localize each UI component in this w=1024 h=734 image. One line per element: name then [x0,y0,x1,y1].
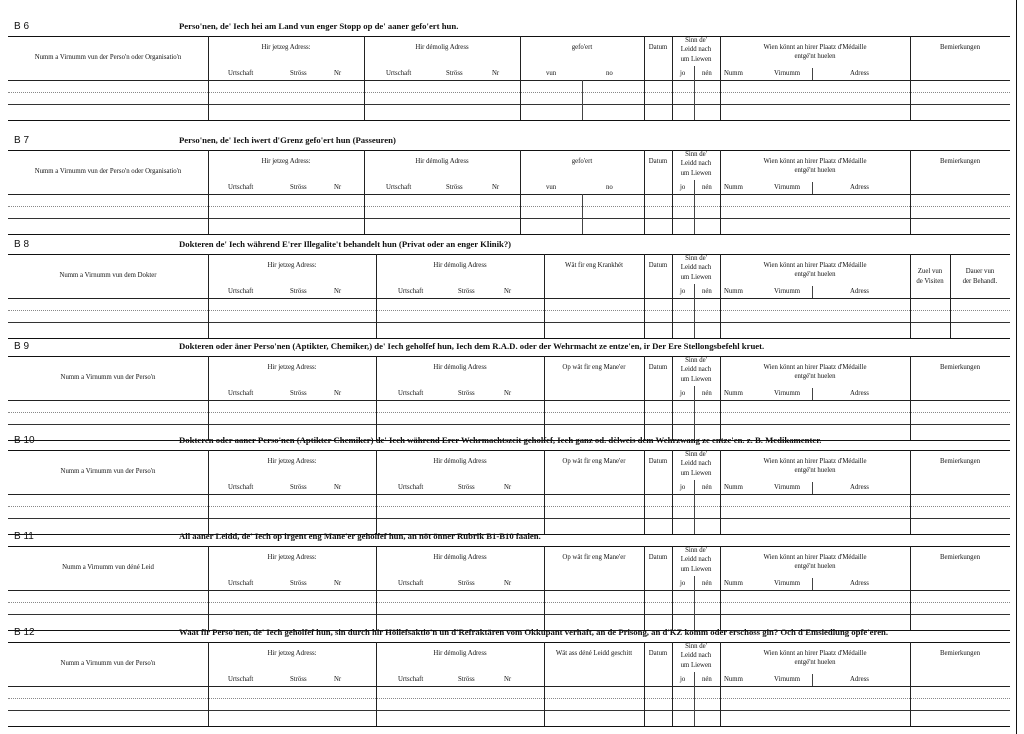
sub-urtschaft-label: Urtschaft [228,70,254,77]
sub-nr-label: Nr [334,70,342,77]
sub-nen-label: nén [702,580,712,587]
section-code: B 12 [14,627,35,638]
sub-vun-label: vun [546,70,557,77]
name-divider [812,286,813,298]
page-edge-line [1016,0,1017,734]
col-medal-line2: entgé'nt huelen [794,53,836,60]
col-visit-count-line1: Zuel vun [917,268,943,275]
sub-adress-label: Adress [850,70,869,77]
col-datum-label: Datum [648,364,668,371]
dotted-guide-line [8,310,1010,311]
sub-nr-label: Nr [504,484,512,491]
col-alive-line1: Sinn de' [685,643,707,650]
section-header-bar [8,22,1010,37]
col-former-address-label: Hir démolig Adress [433,458,487,465]
col-former-address-label: Hir démolig Adress [433,554,487,561]
sub-adress-label: Adress [850,288,869,295]
sub-stross-label: Ströss [290,288,307,295]
col-medal-line1: Wien könnt an hirer Plaatz d'Médaille [763,554,867,561]
name-divider [812,182,813,194]
sub-nr-label: Nr [334,676,342,683]
section-title: Dokteren de' Iech während E'rer Illegalite't behandelt hun (Privat oder an enger Klinik?) [179,239,512,249]
sub-urtschaft-label: Urtschaft [398,580,424,587]
jo-nen-divider [694,66,695,120]
col-former-address-label: Hir démolig Adress [433,262,487,269]
sub-stross-label: Ströss [446,70,463,77]
col-alive-line1: Sinn de' [685,151,707,158]
sub-nr-label: Nr [504,288,512,295]
sub-nen-label: nén [702,288,712,295]
jo-nen-divider [694,284,695,338]
col-name-label: Numm a Virnumm vun dem Dokter [59,272,157,279]
col-three-label: gefo'ert [571,158,593,165]
col-alive-line2: Leidd nach [680,160,712,167]
sub-urtschaft-label: Urtschaft [398,288,424,295]
sub-stross-label: Ströss [458,676,475,683]
col-medal-line1: Wien könnt an hirer Plaatz d'Médaille [763,458,867,465]
col-alive-line2: Leidd nach [680,264,712,271]
section-title: Dokteren oder äner Perso'nen (Aptikter, Chemiker,) de' Iech geholfef hun, Iech dem R.A.D. oder der Wehrmacht ze entze'en, ir Der Ere Stellongsbefehl kruet. [179,341,765,351]
section-code: B 7 [14,135,30,146]
jo-nen-divider [694,180,695,234]
col-alive-line2: Leidd nach [680,46,712,53]
col-alive-line1: Sinn de' [685,357,707,364]
name-divider [812,388,813,400]
sub-nr-label: Nr [504,676,512,683]
sub-numm-label: Numm [724,676,743,683]
sub-numm-label: Numm [724,580,743,587]
sub-numm-label: Numm [724,288,743,295]
col-remarks-label: Bemierkungen [939,364,980,371]
col-current-address-label: Hir jetzeg Adress: [267,650,317,657]
section-title: Dokteren oder aaner Perso'nen (Aptikter Chemiker) de' Iech während Erer Wehrmachtszeit geholfef, Iech ganz od. dèlweis dem Wehrzwang ze entze'en. z. B. Medikamenter. [179,435,822,445]
entry-row[interactable] [8,218,1010,235]
col-current-address-label: Hir jetzeg Adress: [267,364,317,371]
dotted-guide-line [8,602,1010,603]
col-datum-label: Datum [648,650,668,657]
sub-nen-label: nén [702,70,712,77]
col-datum-label: Datum [648,458,668,465]
jo-nen-divider [694,672,695,726]
sub-stross-label: Ströss [458,288,475,295]
sub-numm-label: Numm [724,70,743,77]
column-divider [582,80,583,120]
col-duration-line1: Dauer vun [965,268,995,275]
col-alive-line3: um Liewen [680,376,712,383]
sub-urtschaft-label: Urtschaft [398,676,424,683]
col-medal-line2: entgé'nt huelen [794,563,836,570]
section-header-bar [8,136,1010,151]
section-code: B 11 [14,531,34,542]
col-current-address-label: Hir jetzeg Adress: [261,44,311,51]
sub-urtschaft-label: Urtschaft [228,580,254,587]
column-divider [582,194,583,234]
sub-no-label: no [606,70,613,77]
section-b7 [8,136,1010,240]
col-former-address-label: Hir démolig Adress [415,44,469,51]
col-visit-count-line2: de Visiten [916,278,944,285]
sub-virnumm-label: Virnumm [774,70,801,77]
col-medal-line1: Wien könnt an hirer Plaatz d'Médaille [763,650,867,657]
col-current-address-label: Hir jetzeg Adress: [267,458,317,465]
sub-nr-label: Nr [492,184,500,191]
col-alive-line1: Sinn de' [685,547,707,554]
sub-urtschaft-label: Urtschaft [386,184,412,191]
entry-row[interactable] [8,104,1010,121]
col-medal-line2: entgé'nt huelen [794,271,836,278]
sub-urtschaft-label: Urtschaft [228,184,254,191]
sub-urtschaft-label: Urtschaft [228,484,254,491]
sub-stross-label: Ströss [458,390,475,397]
dotted-guide-line [8,92,1010,93]
sub-stross-label: Ströss [290,184,307,191]
sub-nen-label: nén [702,484,712,491]
sub-stross-label: Ströss [446,184,463,191]
col-three-label: Wät fir eng Krankhét [565,262,623,269]
sub-jo-label: jo [680,580,686,587]
col-name-label: Numm a Virnumm vun der Perso'n [60,374,156,381]
col-alive-line1: Sinn de' [685,255,707,262]
col-duration-line2: der Behandl. [962,278,998,285]
col-alive-line1: Sinn de' [685,37,707,44]
section-b8 [8,240,1010,344]
jo-nen-divider [694,480,695,534]
section-title: Perso'nen, de' Iech hei am Land vun enger Stopp op de' aaner gefo'ert hun. [179,21,459,31]
col-name-label: Numm a Virnumm vun der Perso'n oder Organisatio'n [34,54,182,61]
sub-stross-label: Ströss [290,580,307,587]
sub-adress-label: Adress [850,390,869,397]
jo-nen-divider [694,386,695,440]
sub-virnumm-label: Virnumm [774,184,801,191]
entry-row[interactable] [8,710,1010,727]
section-header-bar [8,240,1010,255]
col-datum-label: Datum [648,554,668,561]
name-divider [812,674,813,686]
sub-jo-label: jo [680,70,686,77]
sub-nr-label: Nr [334,580,342,587]
col-former-address-label: Hir démolig Adress [433,364,487,371]
col-alive-line2: Leidd nach [680,556,712,563]
section-code: B 9 [14,341,30,352]
section-b10 [8,436,1010,540]
sub-virnumm-label: Virnumm [774,484,801,491]
sub-nr-label: Nr [334,288,342,295]
col-alive-line3: um Liewen [680,566,712,573]
sub-no-label: no [606,184,613,191]
entry-row[interactable] [8,322,1010,339]
sub-urtschaft-label: Urtschaft [398,484,424,491]
section-header-bar [8,628,1010,643]
sub-stross-label: Ströss [458,484,475,491]
col-name-label: Numm a Virnumm vun déné Leid [62,564,154,571]
col-alive-line3: um Liewen [680,470,712,477]
section-code: B 8 [14,239,30,250]
section-title: All aaner Leidd, de' Iech op irgent eng Mane'er geholfef hun, an nöt önner Rubrik B1-B10 faalen. [179,531,541,541]
sub-virnumm-label: Virnumm [774,580,801,587]
sub-jo-label: jo [680,184,686,191]
sub-nr-label: Nr [334,484,342,491]
section-header-bar [8,532,1010,547]
sub-urtschaft-label: Urtschaft [228,288,254,295]
col-alive-line1: Sinn de' [685,451,707,458]
sub-nen-label: nén [702,184,712,191]
sub-nr-label: Nr [334,390,342,397]
col-alive-line3: um Liewen [680,56,712,63]
sub-jo-label: jo [680,390,686,397]
section-b11 [8,532,1010,636]
sub-nen-label: nén [702,390,712,397]
name-divider [812,68,813,80]
sub-urtschaft-label: Urtschaft [398,390,424,397]
col-former-address-label: Hir démolig Adress [415,158,469,165]
col-alive-line3: um Liewen [680,170,712,177]
col-alive-line2: Leidd nach [680,652,712,659]
col-alive-line3: um Liewen [680,274,712,281]
col-alive-line3: um Liewen [680,662,712,669]
sub-adress-label: Adress [850,580,869,587]
col-current-address-label: Hir jetzeg Adress: [267,554,317,561]
col-remarks-label: Bemierkungen [939,458,980,465]
col-datum-label: Datum [648,262,668,269]
col-medal-line1: Wien könnt an hirer Plaatz d'Médaille [763,158,867,165]
col-former-address-label: Hir démolig Adress [433,650,487,657]
sub-stross-label: Ströss [290,390,307,397]
name-divider [812,578,813,590]
col-three-label: Op wät fir eng Mane'er [562,364,626,371]
sub-vun-label: vun [546,184,557,191]
sub-jo-label: jo [680,676,686,683]
sub-urtschaft-label: Urtschaft [386,70,412,77]
col-name-label: Numm a Virnumm vun der Perso'n [60,660,156,667]
col-medal-line1: Wien könnt an hirer Plaatz d'Médaille [763,364,867,371]
sub-virnumm-label: Virnumm [774,390,801,397]
section-code: B 6 [14,21,30,32]
sub-nr-label: Nr [492,70,500,77]
col-current-address-label: Hir jetzeg Adress: [261,158,311,165]
section-b9 [8,342,1010,446]
col-medal-line2: entgé'nt huelen [794,659,836,666]
dotted-guide-line [8,698,1010,699]
col-three-label: Op wät fir eng Mane'er [562,554,626,561]
section-header-bar [8,436,1010,451]
sub-virnumm-label: Virnumm [774,676,801,683]
col-alive-line2: Leidd nach [680,460,712,467]
sub-urtschaft-label: Urtschaft [228,676,254,683]
sub-stross-label: Ströss [290,70,307,77]
sub-urtschaft-label: Urtschaft [228,390,254,397]
sub-nr-label: Nr [504,390,512,397]
col-three-label: Wät ass déné Leidd geschitt [555,650,633,657]
sub-adress-label: Adress [850,484,869,491]
col-medal-line2: entgé'nt huelen [794,167,836,174]
sub-nen-label: nén [702,676,712,683]
sub-numm-label: Numm [724,390,743,397]
col-name-label: Numm a Virnumm vun der Perso'n [60,468,156,475]
sub-adress-label: Adress [850,676,869,683]
section-b6 [8,22,1010,126]
sub-stross-label: Ströss [458,580,475,587]
col-remarks-label: Bemierkungen [939,44,980,51]
jo-nen-divider [694,576,695,630]
col-three-label: gefo'ert [571,44,593,51]
sub-numm-label: Numm [724,484,743,491]
name-divider [812,482,813,494]
sub-nr-label: Nr [504,580,512,587]
col-remarks-label: Bemierkungen [939,158,980,165]
column-divider [950,254,951,338]
section-title: Waat fir Perso'nen, de' Iech geholfef hun, sin durch hir Höllefsaktio'n un d'Refraktären vom Okkupant verhaft, an de Prisong, an d'KZ komm oder erschoss gin? Och d'Emsiedlung opfe'eren. [179,627,889,637]
col-medal-line1: Wien könnt an hirer Plaatz d'Médaille [763,262,867,269]
col-alive-line2: Leidd nach [680,366,712,373]
section-header-bar [8,342,1010,357]
dotted-guide-line [8,412,1010,413]
sub-jo-label: jo [680,288,686,295]
col-datum-label: Datum [648,44,668,51]
col-medal-line2: entgé'nt huelen [794,467,836,474]
sub-numm-label: Numm [724,184,743,191]
dotted-guide-line [8,506,1010,507]
col-medal-line2: entgé'nt huelen [794,373,836,380]
sub-nr-label: Nr [334,184,342,191]
col-remarks-label: Bemierkungen [939,650,980,657]
sub-stross-label: Ströss [290,484,307,491]
section-code: B 10 [14,435,35,446]
column-divider [910,254,911,338]
sub-stross-label: Ströss [290,676,307,683]
col-three-label: Op wät fir eng Mane'er [562,458,626,465]
sub-jo-label: jo [680,484,686,491]
col-remarks-label: Bemierkungen [939,554,980,561]
section-b12 [8,628,1010,732]
section-title: Perso'nen, de' Iech iwert d'Grenz gefo'ert hun (Passeuren) [179,135,396,145]
col-datum-label: Datum [648,158,668,165]
dotted-guide-line [8,206,1010,207]
sub-adress-label: Adress [850,184,869,191]
col-medal-line1: Wien könnt an hirer Plaatz d'Médaille [763,44,867,51]
col-current-address-label: Hir jetzeg Adress: [267,262,317,269]
sub-virnumm-label: Virnumm [774,288,801,295]
col-name-label: Numm a Virnumm vun der Perso'n oder Organisatio'n [34,168,182,175]
